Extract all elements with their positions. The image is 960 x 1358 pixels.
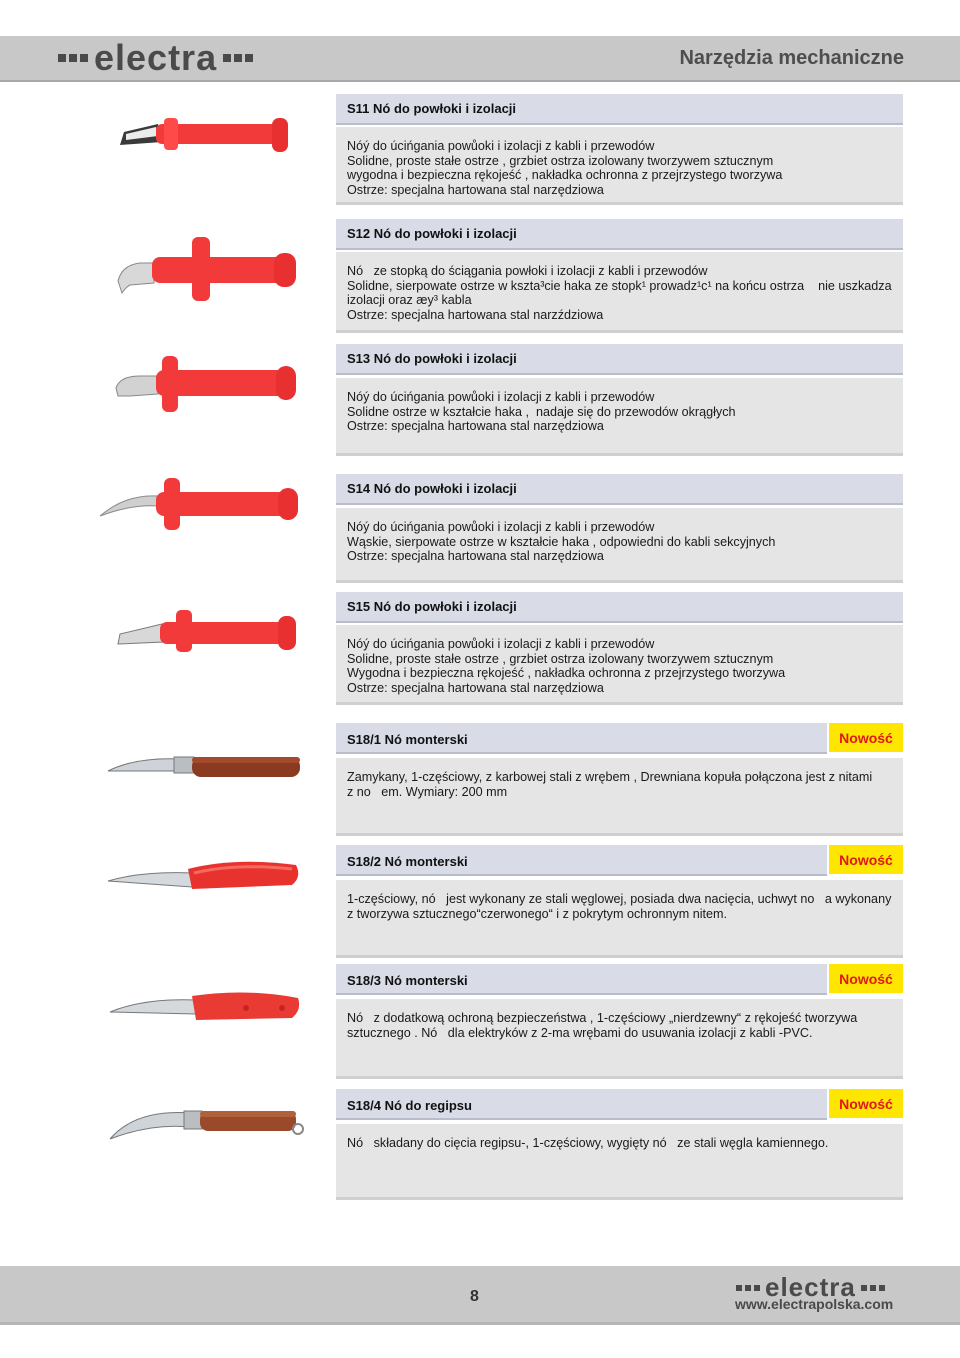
product-description: [336, 999, 903, 1079]
desc-line: Wygodna i bezpieczna rękojeść , nakładka ochronna z przejrzystego tworzywa: [347, 666, 786, 681]
product-description: [336, 508, 903, 583]
logo-dots-icon: [58, 54, 88, 62]
product-code: S18/4 Nó do regipsu: [347, 1098, 472, 1113]
badge-label: Nowość: [839, 1096, 893, 1112]
folding-knife-red-handle-image: [96, 855, 306, 899]
desc-line: Nó składany do cięcia regipsu-, 1-częściowy, wygięty nó ze stali węgla kamiennego.: [347, 1136, 829, 1150]
product-title-bar: [336, 964, 827, 995]
page-footer: [0, 1266, 960, 1325]
logo-dots-icon: [861, 1285, 885, 1291]
product-code: S18/3 Nó monterski: [347, 973, 468, 988]
product-description: [336, 758, 903, 836]
product-title-bar: [336, 592, 903, 623]
insulated-cable-knife-sickle-blade-image: [96, 476, 306, 536]
product-description: [336, 625, 903, 705]
new-badge: [829, 1089, 903, 1118]
desc-line: Solidne, proste stałe ostrze , grzbiet ostrza izolowany tworzywem sztucznym: [347, 153, 774, 168]
desc-line: Nóý do úcińgania powůoki i izolacji z kabli i przewodów: [347, 637, 655, 651]
desc-line: Nó ze stopką do ściągania powłoki i izolacji z kabli i przewodów: [347, 264, 708, 278]
product-title-bar: [336, 219, 903, 250]
product-description: [336, 880, 903, 958]
website-link[interactable]: www.electrapolska.com: [735, 1296, 894, 1312]
desc-line: Wąskie, sierpowate ostrze w kształcie haka , odpowiedni do kabli sekcyjnych: [347, 534, 776, 549]
new-badge: [829, 723, 903, 752]
new-badge: [829, 845, 903, 874]
desc-line: Ostrze: specjalna hartowana stal narzędziowa: [347, 182, 604, 197]
desc-line: z no em. Wymiary: 200 mm: [347, 784, 508, 799]
desc-line: Nóý do úcińgania powůoki i izolacji z kabli i przewodów: [347, 139, 655, 153]
desc-line: wygodna i bezpieczna rękojeść , nakładka ochronna z przejrzystego tworzywa: [347, 168, 783, 183]
logo-text: electra: [94, 37, 218, 78]
product-title-bar: [336, 723, 827, 754]
desc-line: Ostrze: specjalna hartowana stal narzędziowa: [347, 419, 604, 434]
desc-line: 1-częściowy, nó jest wykonany ze stali węglowej, posiada dwa nacięcia, uchwyt no a wykonany: [347, 892, 892, 906]
desc-line: Zamykany, 1-częściowy, z karbowej stali z wrębem , Drewniana kopuła połączona jest z nitami: [347, 770, 873, 784]
product-code: S12 Nó do powłoki i izolacji: [347, 226, 517, 241]
product-code: S11 Nó do powłoki i izolacji: [347, 101, 517, 116]
insulated-cable-knife-hook-blade-with-foot-image: [96, 235, 306, 307]
desc-line: Solidne, proste stałe ostrze , grzbiet ostrza izolowany tworzywem sztucznym: [347, 651, 774, 666]
product-title-bar: [336, 94, 903, 125]
product-title-bar: [336, 1089, 827, 1120]
desc-line: Solidne ostrze w kształcie haka , nadaje się do przewodów okrągłych: [347, 404, 736, 419]
product-description: [336, 252, 903, 333]
desc-line: Nóý do úcińgania powůoki i izolacji z kabli i przewodów: [347, 390, 655, 404]
product-title-bar: [336, 845, 827, 876]
product-title-bar: [336, 344, 903, 375]
folding-knife-red-handle-safety-image: [96, 986, 306, 1030]
desc-line: Nó z dodatkową ochroną bezpieczeństwa , 1-częściowy „nierdzewny“ z rękojeść tworzywa: [347, 1011, 858, 1025]
new-badge: [829, 964, 903, 993]
badge-label: Nowość: [839, 971, 893, 987]
desc-line: Solidne, sierpowate ostrze w kszta³cie haka ze stopk¹ prowadz¹c¹ na końcu ostrza nie uszkadza: [347, 278, 892, 293]
desc-line: Ostrze: specjalna hartowana stal narzędziowa: [347, 549, 604, 564]
desc-line: Nóý do úcińgania powůoki i izolacji z kabli i przewodów: [347, 520, 655, 534]
badge-label: Nowość: [839, 852, 893, 868]
page-category-title: Narzędzia mechaniczne: [679, 47, 904, 69]
desc-line: Ostrze: specjalna hartowana stal narzędziowa: [347, 680, 604, 695]
insulated-cable-knife-straight-blade-2-image: [96, 604, 306, 656]
product-code: S18/1 Nó monterski: [347, 732, 468, 747]
folding-knife-wooden-handle-image: [96, 749, 306, 785]
desc-line: z tworzywa sztucznego“czerwonego“ i z pokrytym ochronnym nitem.: [347, 906, 728, 921]
product-code: S18/2 Nó monterski: [347, 854, 468, 869]
desc-line: izolacji oraz æy³ kabla: [347, 293, 472, 308]
insulated-cable-knife-straight-blade-image: [96, 112, 306, 158]
product-description: [336, 1124, 903, 1200]
logo-dots-icon: [223, 54, 253, 62]
product-code: S13 Nó do powłoki i izolacji: [347, 351, 517, 366]
badge-label: Nowość: [839, 730, 893, 746]
logo-dots-icon: [736, 1285, 760, 1291]
product-description: [336, 127, 903, 205]
folding-hook-knife-wooden-handle-image: [96, 1103, 310, 1153]
product-description: [336, 378, 903, 456]
electra-logo: [58, 38, 253, 78]
product-code: S15 Nó do powłoki i izolacji: [347, 599, 517, 614]
product-title-bar: [336, 474, 903, 505]
insulated-cable-knife-hook-blade-image: [96, 352, 306, 418]
product-code: S14 Nó do powłoki i izolacji: [347, 481, 517, 496]
page-number: 8: [470, 1288, 479, 1305]
page-header: [0, 36, 960, 82]
footer-logo-text: electra: [765, 1272, 856, 1302]
desc-line: Ostrze: specjalna hartowana stal narzździowa: [347, 307, 604, 322]
desc-line: sztucznego . Nó dla elektryków z 2-ma wrębami do usuwania izolacji z kabli -PVC.: [347, 1025, 813, 1040]
